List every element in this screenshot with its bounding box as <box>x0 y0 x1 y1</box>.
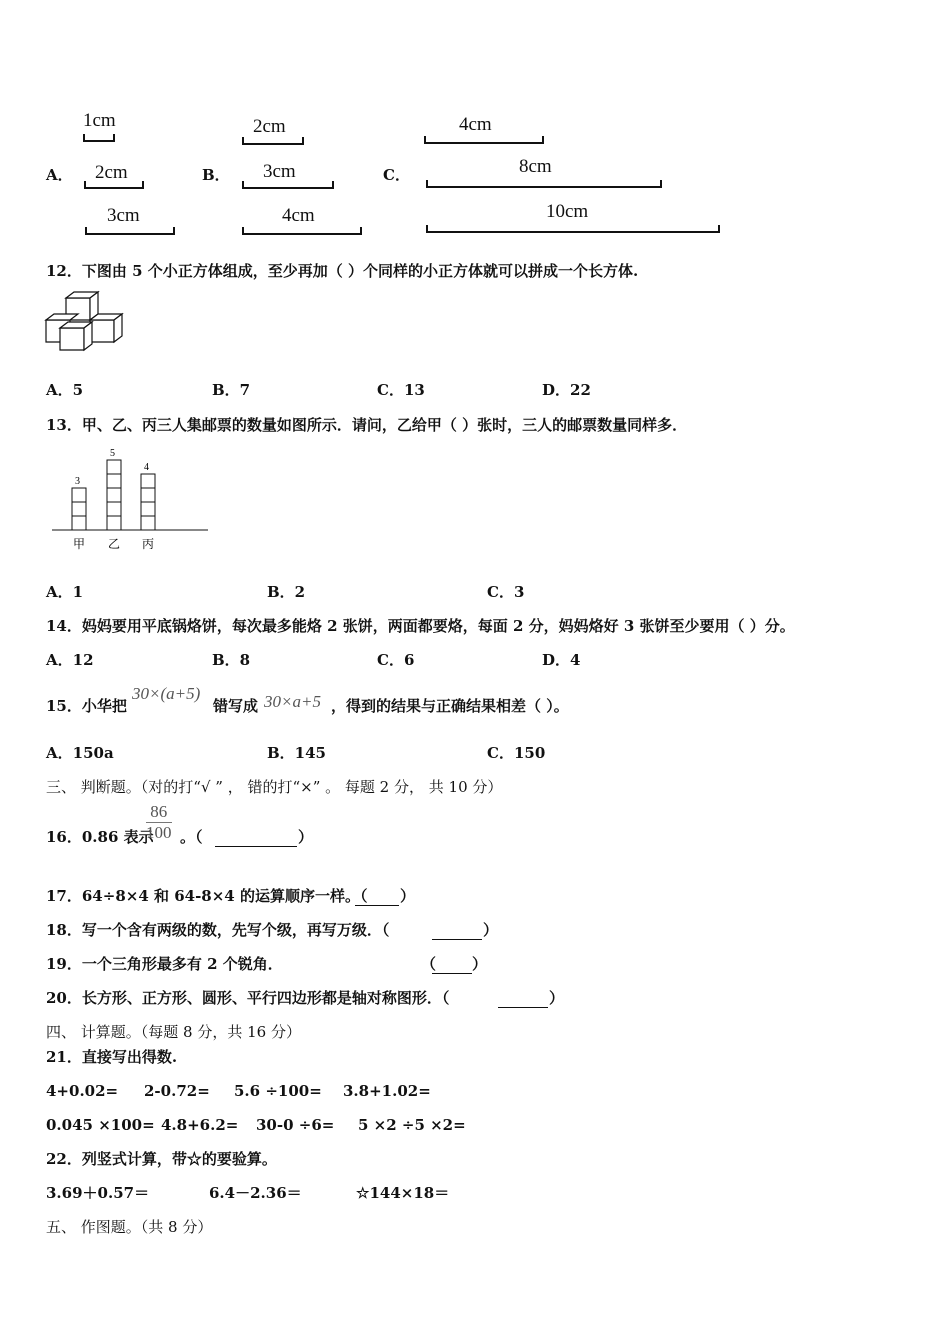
question-16-pre: 16．0.86 表示 <box>46 828 154 846</box>
bar-box-乙 <box>107 488 121 502</box>
question-18-close: ） <box>483 921 499 939</box>
question-12-text: 12．下图由 5 个小正方体组成，至少再加（ ）个同样的小正方体就可以拼成一个长方体. <box>46 262 639 280</box>
question-14-text: 14．妈妈要用平底锅烙饼，每次最多能烙 2 张饼，两面都要烙，每面 2 分，妈妈烙好 3 张饼至少要用（ ）分。 <box>46 617 795 635</box>
q12-option-c[interactable]: C．13 <box>377 381 425 399</box>
expression-correct: 30×(a+5) <box>132 684 201 703</box>
option-b-label: B． <box>202 166 230 184</box>
question-18-text: 18．写一个含有两级的数，先写个级，再写万级．（ <box>46 921 390 939</box>
section-4-title: 四、 计算题。（每题 8 分，共 16 分） <box>46 1023 301 1041</box>
vertical-calc-item: 6.4－2.36＝ <box>209 1184 302 1202</box>
category-label: 甲 <box>73 537 86 551</box>
question-15-mid: 错写成 <box>213 697 259 715</box>
option-c-label: C． <box>383 166 410 184</box>
calc-item: 30-0 ÷6= <box>256 1116 335 1134</box>
bar-box-乙 <box>107 460 121 474</box>
answer-blank-17[interactable] <box>355 887 399 906</box>
q14-option-a[interactable]: A．12 <box>46 651 94 669</box>
calc-item: 2-0.72= <box>144 1082 210 1100</box>
question-20-text: 20．长方形、正方形、圆形、平行四边形都是轴对称图形．（ <box>46 989 450 1007</box>
question-22-text: 22．列竖式计算，带☆的要验算。 <box>46 1150 277 1168</box>
option-a-label: A． <box>46 166 73 184</box>
question-15-post: ，得到的结果与正确结果相差（ ）。 <box>331 697 569 715</box>
section-5-title: 五、 作图题。（共 8 分） <box>46 1218 213 1236</box>
cube-face <box>60 328 84 350</box>
q13-option-a[interactable]: A．1 <box>46 583 84 601</box>
stamp-chart <box>50 440 212 555</box>
bar-box-甲 <box>72 488 86 502</box>
calc-item: 3.8+1.02= <box>343 1082 431 1100</box>
q14-option-d[interactable]: D．4 <box>542 651 581 669</box>
question-17-close: ） <box>400 887 416 905</box>
bar-box-丙 <box>141 488 155 502</box>
bar-box-丙 <box>141 502 155 516</box>
q15-option-a[interactable]: A．150a <box>46 744 114 762</box>
answer-blank-18[interactable] <box>432 921 482 940</box>
bar-value-label: 5 <box>110 448 115 459</box>
question-16-open: 。（ <box>180 828 203 846</box>
q13-option-c[interactable]: C．3 <box>487 583 525 601</box>
bar-box-乙 <box>107 502 121 516</box>
fraction-numerator: 86 <box>146 802 172 823</box>
category-label: 丙 <box>142 537 155 551</box>
question-16-close: ） <box>298 828 314 846</box>
q15-option-c[interactable]: C．150 <box>487 744 546 762</box>
question-13-text: 13．甲、乙、丙三人集邮票的数量如图所示．请问，乙给甲（ ）张时，三人的邮票数量同样多． <box>46 416 688 434</box>
bar-box-丙 <box>141 474 155 488</box>
bar-box-甲 <box>72 502 86 516</box>
q14-option-c[interactable]: C．6 <box>377 651 415 669</box>
bar-value-label: 3 <box>75 476 80 487</box>
expression-wrong: 30×a+5 <box>264 692 321 711</box>
vertical-calc-item: 3.69＋0.57＝ <box>46 1184 150 1202</box>
q12-option-a[interactable]: A．5 <box>46 381 84 399</box>
q12-option-b[interactable]: B．7 <box>212 381 251 399</box>
question-17-text: 17．64÷8×4 和 64-8×4 的运算顺序一样。（ <box>46 887 368 905</box>
calc-item: 5.6 ÷100= <box>234 1082 322 1100</box>
answer-blank-19[interactable] <box>432 955 472 974</box>
answer-blank-16[interactable] <box>215 828 297 847</box>
q12-option-d[interactable]: D．22 <box>542 381 591 399</box>
bar-value-label: 4 <box>144 462 149 473</box>
bar-box-丙 <box>141 516 155 530</box>
calc-item: 4+0.02= <box>46 1082 119 1100</box>
answer-blank-20[interactable] <box>498 989 548 1008</box>
calc-item: 5 ×2 ÷5 ×2= <box>358 1116 466 1134</box>
bar-box-乙 <box>107 516 121 530</box>
cube-face <box>90 320 114 342</box>
question-15-pre: 15．小华把 <box>46 697 127 715</box>
vertical-calc-item: ☆144×18＝ <box>356 1184 450 1202</box>
calc-item: 0.045 ×100= <box>46 1116 155 1134</box>
question-19-text: 19．一个三角形最多有 2 个锐角． <box>46 955 283 973</box>
category-label: 乙 <box>108 537 121 551</box>
question-21-text: 21．直接写出得数. <box>46 1048 178 1066</box>
cubes-figure <box>44 290 124 354</box>
q14-option-b[interactable]: B．8 <box>212 651 251 669</box>
question-19-open: （ <box>421 955 437 973</box>
q13-option-b[interactable]: B．2 <box>267 583 306 601</box>
q15-option-b[interactable]: B．145 <box>267 744 326 762</box>
bar-box-甲 <box>72 516 86 530</box>
calc-item: 4.8+6.2= <box>161 1116 239 1134</box>
fraction-86-100 <box>146 802 172 843</box>
question-20-close: ） <box>549 989 565 1007</box>
question-19-close: ） <box>472 955 488 973</box>
section-3-title: 三、 判断题。（对的打“√ ” ， 错的打“×” 。 每题 2 分， 共 10 分） <box>46 778 503 796</box>
fraction-denominator: 100 <box>146 823 172 842</box>
bar-box-乙 <box>107 474 121 488</box>
